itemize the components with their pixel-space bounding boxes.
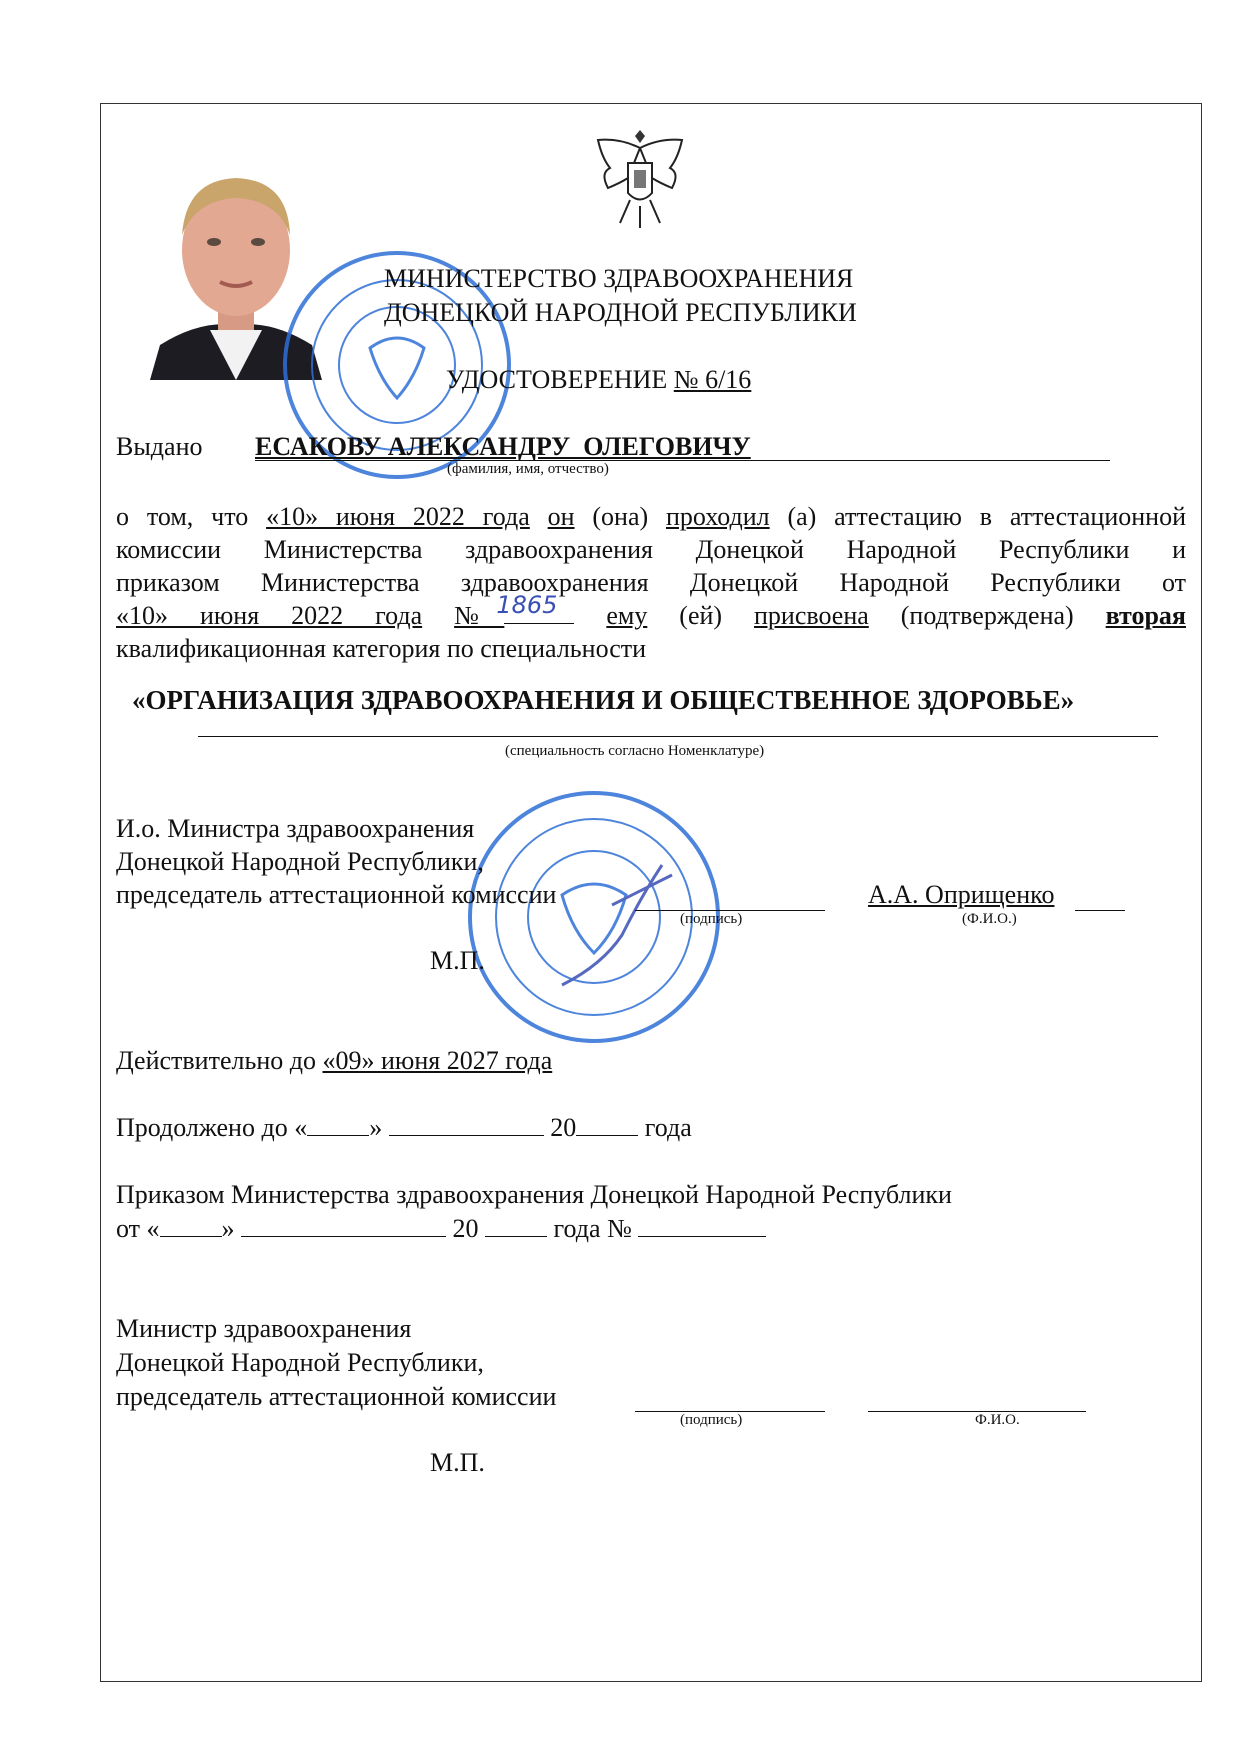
signatory2-line1: Министр здравоохранения: [116, 1314, 412, 1343]
body-text: (а) аттестацию в аттестационной: [769, 502, 1186, 531]
handwritten-signature: [562, 865, 672, 985]
extension-month-field[interactable]: [389, 1113, 544, 1136]
signatory1-name-caption: (Ф.И.О.): [962, 911, 1017, 927]
validity-date: «09» июня 2027 года: [322, 1046, 553, 1075]
seal-place-1: М.П.: [430, 946, 485, 975]
signature1-caption: (подпись): [680, 911, 743, 927]
signatory1-line2: Донецкой Народной Республики,: [116, 847, 484, 876]
body-line1: [116, 500, 1186, 533]
order-number-handwritten: 1865: [496, 591, 558, 619]
signature2-caption: (подпись): [680, 1412, 743, 1428]
order-text: »: [221, 1214, 235, 1243]
signatory1-name-line: [1075, 910, 1125, 911]
body-line2: комиссии Министерства здравоохранения Донецкой Народной Республики и: [116, 535, 1186, 564]
ministry-title-line2: ДОНЕЦКОЙ НАРОДНОЙ РЕСПУБЛИКИ: [384, 298, 857, 327]
body-line4: [116, 591, 1186, 632]
seal-place-2: М.П.: [430, 1448, 485, 1477]
gender-he: он: [547, 502, 575, 531]
order-number-field[interactable]: [638, 1214, 766, 1237]
signatory2-line3: председатель аттестационной комиссии: [116, 1382, 557, 1411]
attestation-date: «10» июня 2022 года: [266, 502, 530, 531]
validity-label: Действительно до: [116, 1046, 323, 1075]
ministry-title-line1: МИНИСТЕРСТВО ЗДРАВООХРАНЕНИЯ: [384, 264, 854, 293]
body-line3: приказом Министерства здравоохранения Донецкой Народной Республики от: [116, 568, 1186, 597]
body-text: (она): [574, 502, 666, 531]
signatory2-line2: Донецкой Народной Республики,: [116, 1348, 484, 1377]
body-text: (ей): [647, 601, 755, 630]
order-year-field[interactable]: [485, 1214, 547, 1237]
signatory1-line3: председатель аттестационной комиссии: [116, 880, 557, 909]
extension-text: года: [644, 1113, 692, 1142]
order-month-field[interactable]: [241, 1214, 446, 1237]
signatory1-name: А.А. Оприщенко: [868, 880, 1055, 909]
order-text: 20: [452, 1214, 479, 1243]
recipient-name-line: [255, 460, 1110, 461]
validity: [116, 1044, 552, 1077]
specialty-line: [198, 736, 1158, 737]
to-him: ему: [606, 601, 648, 630]
body-text: о том, что: [116, 502, 267, 531]
recipient-name: ЕСАКОВУ АЛЕКСАНДРУ ОЛЕГОВИЧУ: [255, 432, 751, 461]
order-text: от «: [116, 1214, 160, 1243]
issued-label: Выдано: [116, 432, 203, 461]
specialty-value: «ОРГАНИЗАЦИЯ ЗДРАВООХРАНЕНИЯ И ОБЩЕСТВЕННОЕ ЗДОРОВЬЕ»: [132, 685, 1075, 715]
extension-day-field[interactable]: [307, 1113, 369, 1136]
passed-word: проходил: [665, 502, 770, 531]
certificate-number: № 6/16: [673, 365, 752, 394]
certificate-title: [446, 363, 751, 396]
order-line2: [116, 1212, 766, 1245]
order-text: года №: [553, 1214, 632, 1243]
extension-year-field[interactable]: [576, 1113, 638, 1136]
coat-of-arms-emblem: [590, 128, 690, 238]
extension-row: [116, 1111, 692, 1144]
order-day-field[interactable]: [160, 1214, 222, 1237]
extension-text: 20: [550, 1113, 577, 1142]
category-value: вторая: [1105, 601, 1186, 630]
extension-text: »: [369, 1113, 383, 1142]
order-date: «10» июня 2022 года: [116, 601, 423, 630]
order-line1: Приказом Министерства здравоохранения Донецкой Народной Республики: [116, 1180, 952, 1209]
signatory2-name-caption: Ф.И.О.: [975, 1412, 1020, 1428]
body-text: (подтверждена): [868, 601, 1106, 630]
body-line5: квалификационная категория по специальности: [116, 634, 647, 663]
recipient-name-caption: (фамилия, имя, отчество): [447, 461, 609, 477]
assigned-word: присвоена: [754, 601, 869, 630]
specialty-caption: (специальность согласно Номенклатуре): [505, 743, 765, 759]
extension-prefix: Продолжено до «: [116, 1113, 308, 1142]
order-number-label: №: [454, 601, 505, 630]
certificate-label: УДОСТОВЕРЕНИЕ: [446, 365, 668, 394]
signatory1-line1: И.о. Министра здравоохранения: [116, 814, 475, 843]
